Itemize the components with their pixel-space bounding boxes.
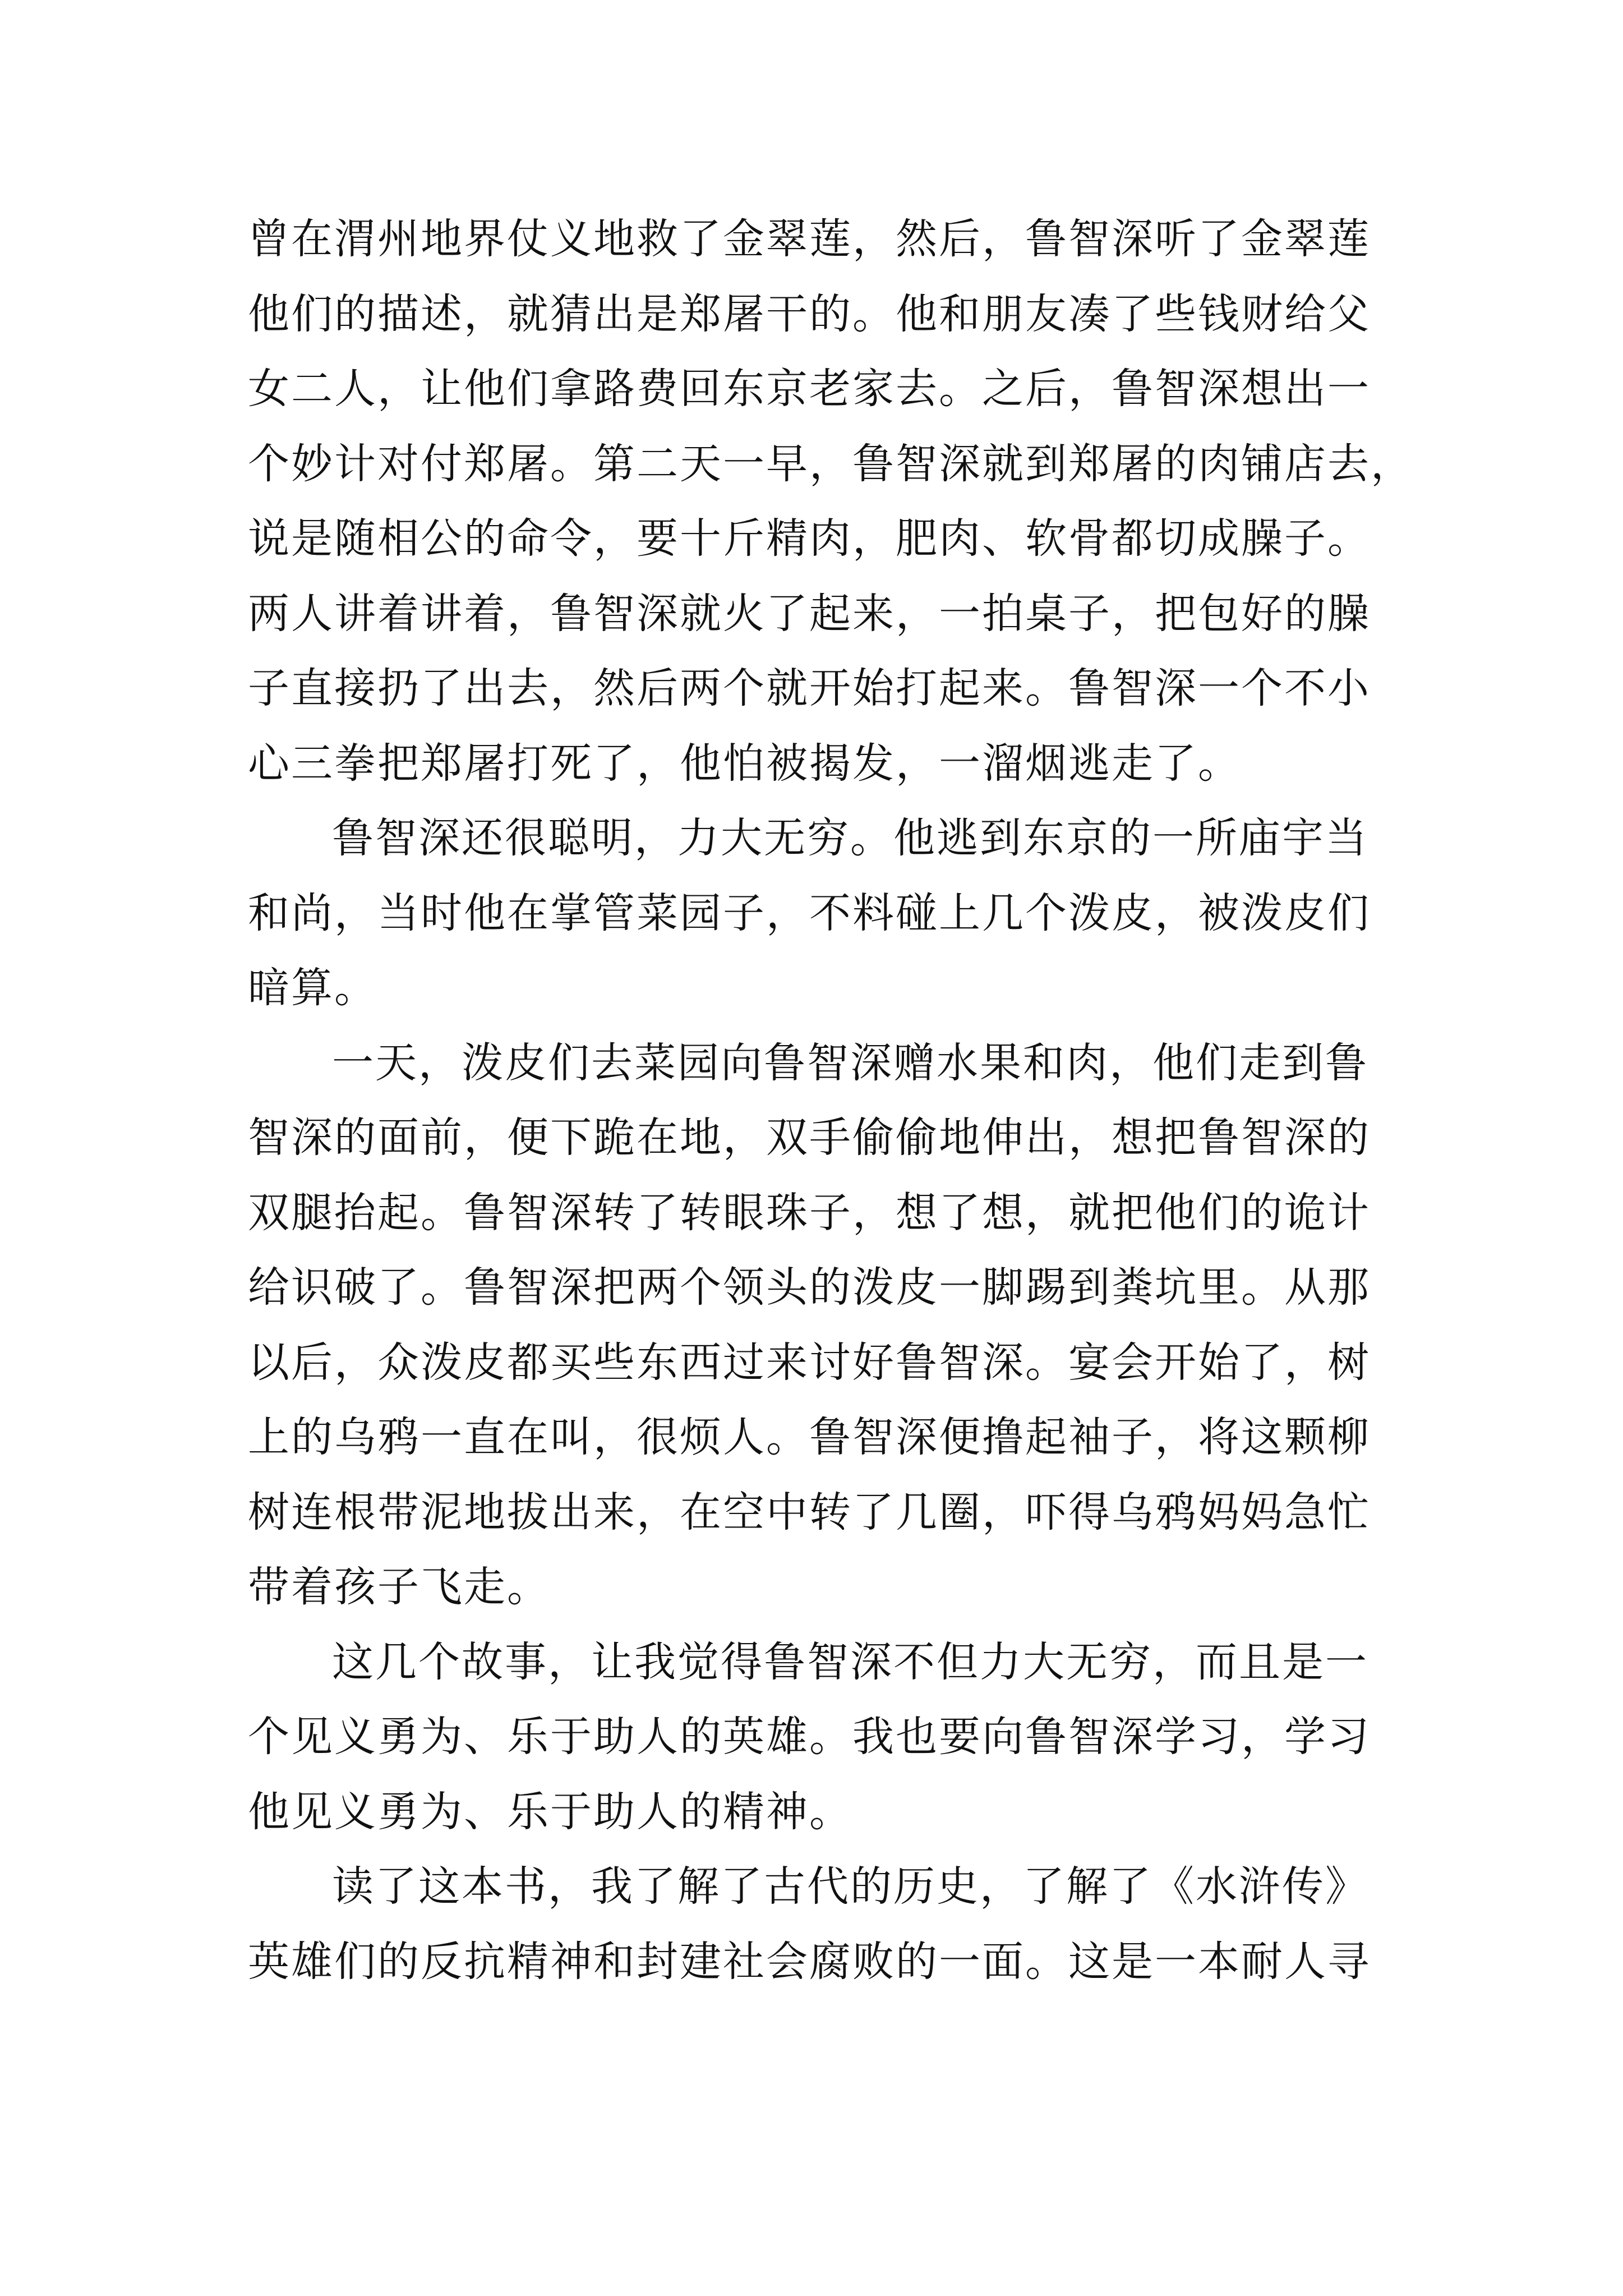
text-line: 鲁智深还很聪明，力大无穷。他逃到东京的一所庙宇当: [332, 814, 1368, 862]
text-line: 智深的面前，便下跪在地，双手偷偷地伸出，想把鲁智深的: [248, 1114, 1371, 1162]
text-line: 英雄们的反抗精神和封建社会腐败的一面。这是一本耐人寻: [248, 1937, 1371, 1986]
text-line: 心三拳把郑屠打死了，他怕被揭发，一溜烟逃走了。: [248, 739, 1241, 788]
text-line: 子直接扔了出去，然后两个就开始打起来。鲁智深一个不小: [248, 664, 1371, 712]
text-line: 双腿抬起。鲁智深转了转眼珠子，想了想，就把他们的诡计: [248, 1188, 1371, 1237]
text-line: 他们的描述，就猜出是郑屠干的。他和朋友凑了些钱财给父: [248, 289, 1371, 338]
text-line: 给识破了。鲁智深把两个领头的泼皮一脚踢到粪坑里。从那: [248, 1263, 1371, 1312]
text-line: 读了这本书，我了解了古代的历史，了解了《水浒传》: [332, 1862, 1368, 1911]
text-line: 说是随相公的命令，要十斤精肉，肥肉、软骨都切成臊子。: [248, 514, 1371, 563]
text-line: 曾在渭州地界仗义地救了金翠莲，然后，鲁智深听了金翠莲: [248, 215, 1371, 263]
text-line: 树连根带泥地拔出来，在空中转了几圈，吓得乌鸦妈妈急忙: [248, 1488, 1371, 1536]
text-line: 暗算。: [248, 964, 377, 1012]
text-line: 他见义勇为、乐于助人的精神。: [248, 1787, 852, 1836]
text-line: 个见义勇为、乐于助人的英雄。我也要向鲁智深学习，学习: [248, 1713, 1371, 1761]
text-line: 个妙计对付郑屠。第二天一早，鲁智深就到郑屠的肉铺店去，: [248, 439, 1414, 488]
document-body-text: [248, 202, 1414, 1999]
text-line: 一天，泼皮们去菜园向鲁智深赠水果和肉，他们走到鲁: [332, 1038, 1368, 1087]
text-line: 带着孩子飞走。: [248, 1563, 550, 1611]
text-line: 上的乌鸦一直在叫，很烦人。鲁智深便撸起袖子，将这颗柳: [248, 1413, 1371, 1461]
text-line: 和尚，当时他在掌管菜园子，不料碰上几个泼皮，被泼皮们: [248, 889, 1371, 937]
text-line: 这几个故事，让我觉得鲁智深不但力大无穷，而且是一: [332, 1637, 1368, 1686]
text-line: 两人讲着讲着，鲁智深就火了起来，一拍桌子，把包好的臊: [248, 589, 1371, 638]
text-line: 女二人，让他们拿路费回东京老家去。之后，鲁智深想出一: [248, 365, 1371, 413]
text-line: 以后，众泼皮都买些东西过来讨好鲁智深。宴会开始了，树: [248, 1338, 1371, 1387]
